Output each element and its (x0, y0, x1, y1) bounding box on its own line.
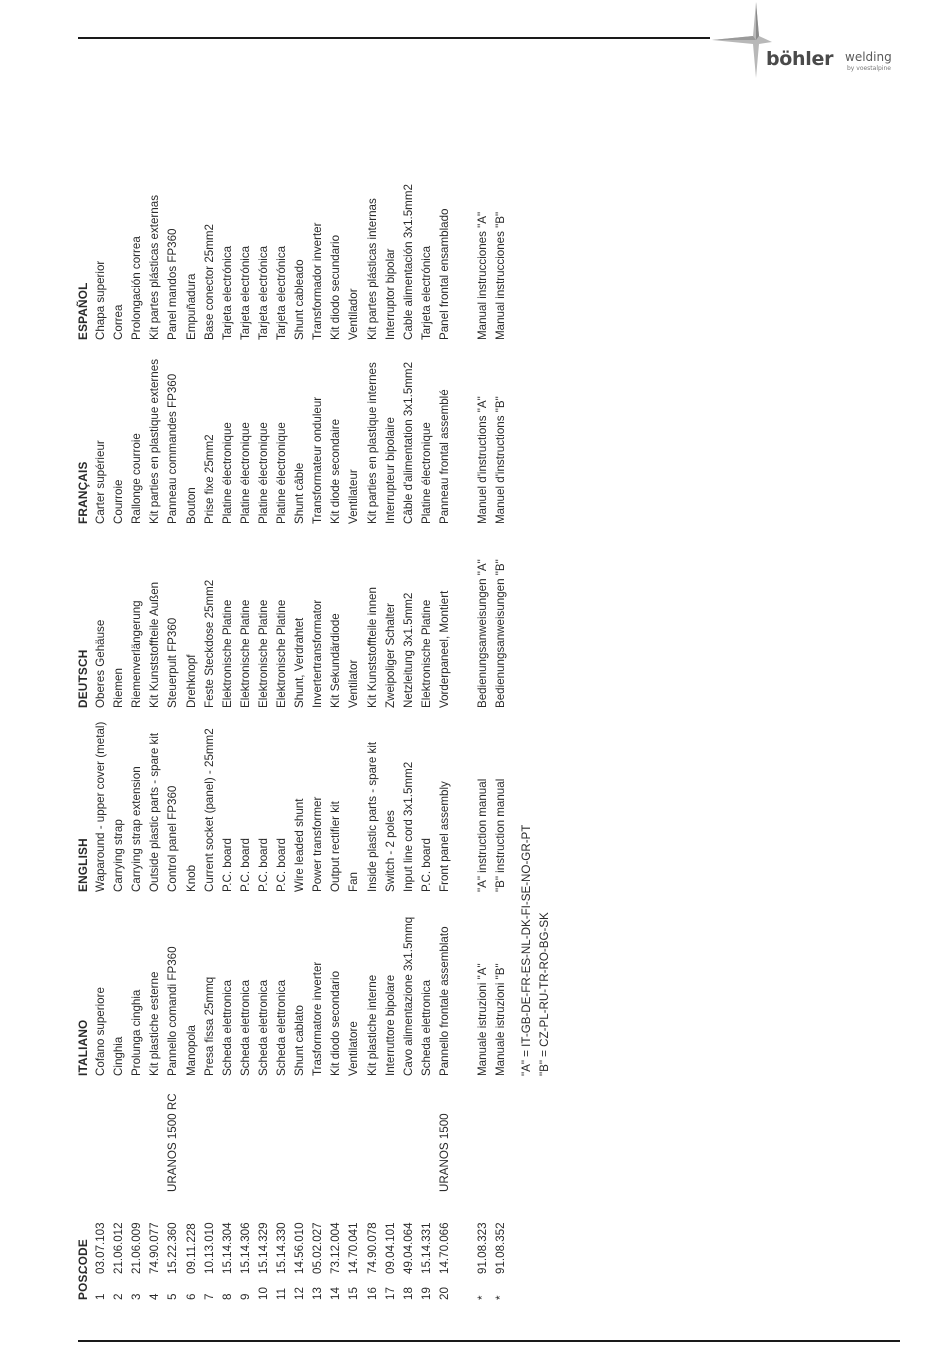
cell-de: Kit Kunststoffteile innen (366, 587, 379, 708)
cell-it: Interruttore bipolare (384, 974, 397, 1076)
cell-it: Kit diodo secondario (329, 970, 342, 1076)
cell-fr: Manuel d'instructions "B" (494, 396, 507, 524)
cell-pos: 6 (185, 1293, 198, 1300)
table-row (219, 100, 237, 1300)
cell-it: Manuale istruzioni "B" (494, 963, 507, 1076)
table-row (183, 100, 201, 1300)
cell-code: 14.56.010 (293, 1222, 306, 1274)
cell-code: 73.12.004 (329, 1222, 342, 1274)
cell-fr: Panneau commandes FP360 (166, 373, 179, 524)
cell-es: Tarjeta electrónica (257, 245, 270, 340)
cell-en: P.C. board (420, 838, 433, 892)
cell-fr: Platine électronique (221, 422, 234, 524)
cell-fr: Platine électronique (420, 422, 433, 524)
cell-code: 15.14.329 (257, 1222, 270, 1274)
cell-es: Tarjeta electrónica (239, 245, 252, 340)
top-rule (78, 37, 710, 39)
cell-fr: Platine électronique (257, 422, 270, 524)
cell-pos: * (494, 1295, 507, 1300)
table-row (128, 100, 146, 1300)
cell-code: 05.02.027 (311, 1222, 324, 1274)
cell-en: Carrying strap extension (130, 766, 143, 892)
cell-it: Ventilatore (347, 1021, 360, 1076)
cell-en: Fan (347, 872, 360, 892)
table-row (474, 100, 492, 1300)
table-row (201, 100, 219, 1300)
cell-en: Wire leaded shunt (293, 798, 306, 892)
cell-pos: 5 (166, 1293, 179, 1300)
cell-fr: Courroie (112, 479, 125, 524)
header-es: ESPAÑOL (76, 282, 90, 340)
cell-code: 21.06.009 (130, 1222, 143, 1274)
cell-pos: 14 (329, 1287, 342, 1300)
header-de: DEUTSCH (76, 649, 90, 708)
cell-fr: Platine électronique (239, 422, 252, 524)
cell-de: Bedienungsanweisungen "B" (494, 559, 507, 708)
cell-code: 15.14.330 (275, 1222, 288, 1274)
cell-es: Panel frontal ensamblado (438, 208, 451, 340)
cell-de: Riemenverlängerung (130, 600, 143, 708)
bottom-rule (78, 1340, 900, 1342)
cell-code: 49.04.064 (402, 1222, 415, 1274)
cell-code: 15.14.304 (221, 1222, 234, 1274)
header-pos: POS. (76, 1271, 90, 1300)
cell-en: Waparound - upper cover (metal) (94, 721, 107, 892)
cell-de: Bedienungsanweisungen "A" (476, 559, 489, 708)
cell-en: "A" instruction manual (476, 778, 489, 892)
cell-es: Tarjeta electrónica (275, 245, 288, 340)
cell-pos: 13 (311, 1287, 324, 1300)
cell-it: Cavo alimentazione 3x1.5mmq (402, 916, 415, 1076)
cell-it: Pannello comandi FP360 (166, 946, 179, 1076)
cell-pos: 4 (148, 1293, 161, 1300)
table-row (237, 100, 255, 1300)
cell-pos: 12 (293, 1287, 306, 1300)
cell-it: Manuale istruzioni "A" (476, 963, 489, 1076)
cell-de: Elektronische Platine (239, 599, 252, 708)
cell-code: 09.04.101 (384, 1222, 397, 1274)
cell-pos: 7 (203, 1293, 216, 1300)
cell-de: Elektronische Platine (275, 599, 288, 708)
cell-es: Ventilador (347, 288, 360, 340)
cell-de: Steuerpult FP360 (166, 617, 179, 708)
cell-de: Riemen (112, 668, 125, 708)
cell-en: Switch - 2 poles (384, 810, 397, 892)
header-code: CODE (76, 1239, 90, 1274)
cell-it: Cofano superiore (94, 987, 107, 1076)
table-row (364, 100, 382, 1300)
cell-pos: * (476, 1295, 489, 1300)
table-row (146, 100, 164, 1300)
cell-de: Elektronische Platine (221, 599, 234, 708)
cell-pos: 1 (94, 1293, 107, 1300)
cell-de: Kit Sekundärdiode (329, 613, 342, 708)
cell-fr: Platine électronique (275, 422, 288, 524)
cell-pos: 3 (130, 1293, 143, 1300)
cell-it: Prolunga cinghia (130, 989, 143, 1076)
table-row (436, 100, 454, 1300)
parts-table (74, 100, 574, 1300)
table-row (309, 100, 327, 1300)
cell-es: Tarjeta electrónica (420, 245, 433, 340)
cell-de: Invertertransformator (311, 599, 324, 708)
cell-it: Scheda elettronica (275, 979, 288, 1076)
cell-fr: Kit parties en plastique internes (366, 362, 379, 524)
cell-es: Kit partes plásticas internas (366, 198, 379, 340)
cell-en: Control panel FP360 (166, 785, 179, 892)
table-row (418, 100, 436, 1300)
cell-code: 03.07.103 (94, 1222, 107, 1274)
table-row (492, 100, 510, 1300)
cell-es: Interruptor bipolar (384, 248, 397, 340)
cell-es: Kit diodo secundario (329, 234, 342, 340)
table-row (291, 100, 309, 1300)
cell-de: Vorderpaneel, Montiert (438, 590, 451, 708)
cell-es: Base conector 25mm2 (203, 224, 216, 340)
cell-fr: Rallonge courroie (130, 433, 143, 524)
brand-logo (712, 2, 912, 78)
cell-fr: Panneau frontal assemblé (438, 389, 451, 524)
cell-fr: Câble d'alimentation 3x1.5mm2 (402, 361, 415, 524)
cell-pos: 16 (366, 1287, 379, 1300)
header-fr: FRANÇAIS (76, 461, 90, 524)
cell-code: 15.14.306 (239, 1222, 252, 1274)
cell-fr: Ventilateur (347, 469, 360, 524)
cell-it: Kit plastiche interne (366, 974, 379, 1076)
cell-it: Manopola (185, 1025, 198, 1076)
cell-code: 14.70.041 (347, 1222, 360, 1274)
cell-es: Correa (112, 304, 125, 340)
cell-code: 14.70.066 (438, 1222, 451, 1274)
cell-model: URANOS 1500 RC (166, 1093, 179, 1192)
table-row (400, 100, 418, 1300)
cell-it: Pannello frontale assemblato (438, 926, 451, 1076)
cell-es: Prolongación correa (130, 236, 143, 340)
cell-it: Scheda elettronica (257, 979, 270, 1076)
table-row (110, 100, 128, 1300)
cell-de: Shunt, Verdrahtet (293, 617, 306, 708)
cell-pos: 11 (275, 1287, 288, 1300)
cell-it: Cinghia (112, 1036, 125, 1076)
cell-fr: Prise fixe 25mm2 (203, 434, 216, 524)
cell-en: P.C. board (239, 838, 252, 892)
cell-fr: Bouton (185, 487, 198, 524)
cell-en: Power transformer (311, 796, 324, 892)
cell-es: Empuñadura (185, 273, 198, 340)
cell-en: P.C. board (221, 838, 234, 892)
cell-code: 15.14.331 (420, 1222, 433, 1274)
cell-pos: 10 (257, 1287, 270, 1300)
cell-it: Trasformatore inverter (311, 961, 324, 1076)
cell-pos: 19 (420, 1287, 433, 1300)
cell-en: P.C. board (257, 838, 270, 892)
cell-es: Chapa superior (94, 260, 107, 340)
cell-en: Output rectifier kit (329, 801, 342, 892)
brand-tagline: by voestalpine (847, 65, 891, 72)
cell-es: Transformador inverter (311, 222, 324, 340)
cell-it: Scheda elettronica (221, 979, 234, 1076)
cell-pos: 17 (384, 1287, 397, 1300)
cell-it: Kit plastiche esterne (148, 971, 161, 1076)
brand-name: böhler (766, 48, 834, 70)
cell-en: Input line cord 3x1.5mm2 (402, 761, 415, 892)
cell-en: "B" instruction manual (494, 778, 507, 892)
cell-es: Kit partes plásticas externas (148, 195, 161, 340)
table-header (74, 100, 92, 1300)
cell-pos: 8 (221, 1293, 234, 1300)
cell-code: 91.08.352 (494, 1222, 507, 1274)
cell-de: Ventilator (347, 659, 360, 708)
cell-pos: 15 (347, 1287, 360, 1300)
cell-fr: Interrupteur bipolaire (384, 417, 397, 524)
cell-code: 09.11.228 (185, 1223, 198, 1274)
cell-de: Netzleitung 3x1.5mm2 (402, 592, 415, 708)
brand-sub: welding (845, 50, 892, 64)
cell-es: Manual instrucciones "B" (494, 211, 507, 340)
cell-en: Front panel assembly (438, 781, 451, 892)
cell-en: Current socket (panel) - 25mm2 (203, 728, 216, 892)
cell-it: Shunt cablato (293, 1005, 306, 1076)
cell-es: Shunt cableado (293, 259, 306, 340)
cell-fr: Transformateur onduleur (311, 396, 324, 524)
cell-de: Elektronische Platine (420, 599, 433, 708)
cell-pos: 20 (438, 1287, 451, 1300)
table-row (327, 100, 345, 1300)
cell-de: Zweipoliger Schalter (384, 602, 397, 708)
cell-fr: Kit diode secondaire (329, 418, 342, 524)
cell-en: Knob (185, 864, 198, 892)
cell-de: Kit Kunststoffteile Außen (148, 581, 161, 708)
cell-en: Inside plastic parts - spare kit (366, 741, 379, 892)
cell-pos: 2 (112, 1293, 125, 1300)
cell-es: Manual instrucciones "A" (476, 211, 489, 340)
cell-es: Cable alimentación 3x1.5mm2 (402, 184, 415, 340)
table-row (92, 100, 110, 1300)
cell-es: Panel mandos FP360 (166, 228, 179, 340)
cell-it: Scheda elettronica (420, 979, 433, 1076)
cell-code: 21.06.012 (112, 1222, 125, 1274)
cell-en: Outside plastic parts - spare kit (148, 732, 161, 892)
legend-line: "B" = CZ-PL-RU-TR-RO-BG-SK (538, 912, 551, 1076)
legend-line: "A" = IT-GB-DE-FR-ES-NL-DK-FI-SE-NO-GR-PT (520, 824, 533, 1076)
cell-fr: Shunt câble (293, 462, 306, 524)
cell-code: 91.08.323 (476, 1222, 489, 1274)
header-en: ENGLISH (76, 838, 90, 892)
cell-de: Drehknopf (185, 654, 198, 708)
cell-de: Feste Steckdose 25mm2 (203, 579, 216, 708)
cell-fr: Kit parties en plastique externes (148, 359, 161, 524)
cell-code: 74.90.078 (366, 1222, 379, 1274)
table-row (164, 100, 182, 1300)
cell-de: Elektronische Platine (257, 599, 270, 708)
cell-pos: 18 (402, 1287, 415, 1300)
cell-de: Oberes Gehäuse (94, 619, 107, 708)
table-row (273, 100, 291, 1300)
cell-code: 10.13.010 (203, 1222, 216, 1274)
cell-it: Scheda elettronica (239, 979, 252, 1076)
cell-fr: Manuel d'instructions "A" (476, 396, 489, 524)
cell-fr: Carter supérieur (94, 440, 107, 524)
table-row (345, 100, 363, 1300)
cell-en: Carrying strap (112, 819, 125, 892)
cell-en: P.C. board (275, 838, 288, 892)
table-row (382, 100, 400, 1300)
cell-code: 74.90.077 (148, 1222, 161, 1274)
cell-pos: 9 (239, 1293, 252, 1300)
cell-it: Presa fissa 25mmq (203, 976, 216, 1076)
cell-es: Tarjeta electrónica (221, 245, 234, 340)
cell-model: URANOS 1500 (438, 1113, 451, 1192)
table-row (255, 100, 273, 1300)
header-it: ITALIANO (76, 1019, 90, 1076)
cell-code: 15.22.360 (166, 1222, 179, 1274)
